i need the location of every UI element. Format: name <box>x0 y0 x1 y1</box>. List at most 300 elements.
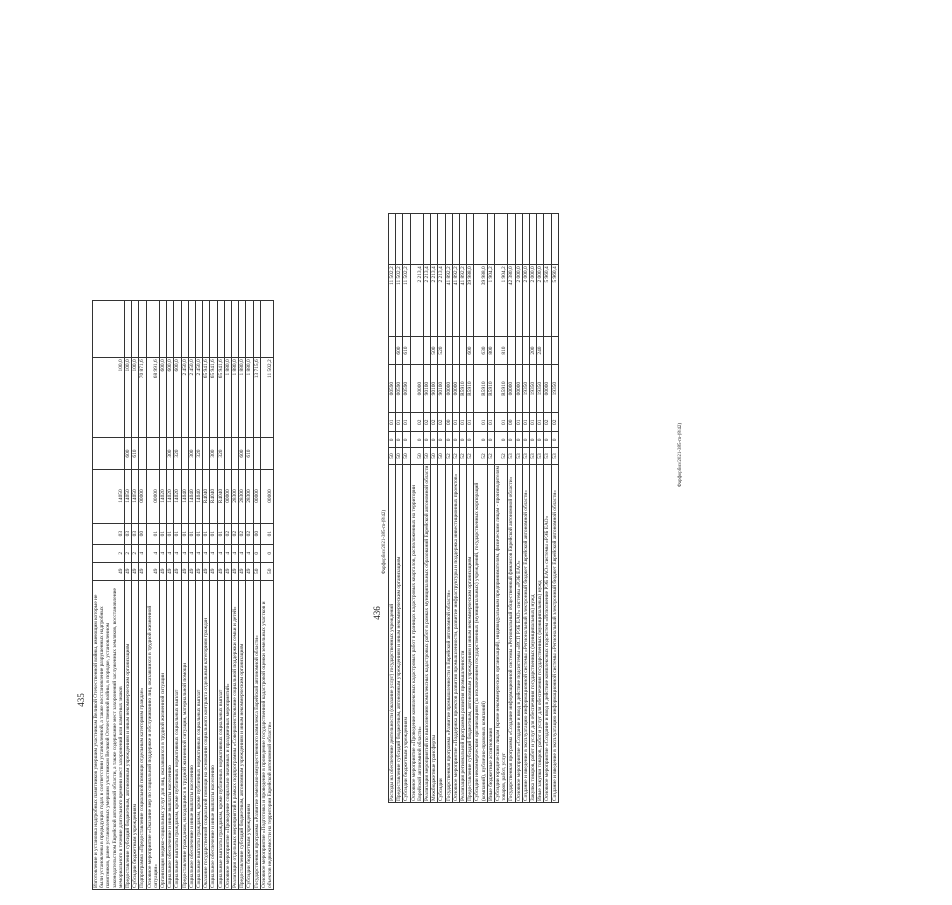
table-row <box>146 301 159 890</box>
table-row <box>132 301 139 890</box>
row-name: Государственная программа «Создание информационной системы «Региональный общественный финансов Еврейской автономной области» <box>508 464 515 802</box>
program-code: 49 <box>188 562 195 580</box>
activity-code: 03 <box>132 523 139 544</box>
subprogram-code: 0 <box>522 432 529 448</box>
table-row <box>93 301 125 890</box>
program-code: 50 <box>431 448 438 464</box>
budget-table <box>92 300 274 890</box>
empty-cell <box>224 301 231 358</box>
row-name: Субсидии юридическим лицам (кроме некоммерческих организаций), индивидуальным предпринимателям, физическим лицам - производителям товаров, работ, услуг <box>495 465 508 801</box>
expense-type-code <box>445 337 452 365</box>
subprogram-code: 0 <box>467 432 474 448</box>
page-number: 436 <box>372 606 382 620</box>
program-code: 52 <box>495 448 508 464</box>
direction-code: 14020 <box>160 469 167 523</box>
program-code: 52 <box>452 448 459 464</box>
direction-code: 14020 <box>174 469 181 523</box>
row-name: Иные бюджетные ассигнования <box>487 464 494 802</box>
empty-cell <box>424 214 431 265</box>
row-name: Оказание государственной социальной помощи на основании социального контракта отдельным категориям граждан <box>203 580 210 889</box>
direction-code: R5910 <box>487 364 494 412</box>
program-code: 50 <box>438 448 445 464</box>
program-code: 50 <box>389 448 396 464</box>
row-name: Субсидии некоммерческим организациям (за исключением государственных (муниципальных) учреждений, государственных корпораций (компаний), публично-правовых компаний) <box>474 464 487 802</box>
subprogram-code: 0 <box>424 432 431 448</box>
direction-code: R5910 <box>467 364 474 412</box>
row-name: Субсидии бюджетным учреждениям <box>403 464 410 802</box>
empty-cell <box>181 301 188 358</box>
amount: 70 871,6 <box>139 358 146 438</box>
subprogram-code: 0 <box>431 432 438 448</box>
row-name: Реализация отдельных мероприятий в рамках подпрограммы «Совершенствование социальной поддержки семьи и детей» <box>232 580 239 889</box>
table-row <box>474 214 487 803</box>
subprogram-code: 4 <box>203 544 210 562</box>
program-code: 50 <box>424 448 431 464</box>
amount: 100,0 <box>125 358 132 438</box>
program-code: 49 <box>181 562 188 580</box>
direction-code: 19350 <box>551 364 558 412</box>
amount: 39 988,0 <box>467 265 474 337</box>
amount: 2 000,0 <box>537 265 544 337</box>
table-row <box>424 214 431 803</box>
subprogram-code: 0 <box>438 432 445 448</box>
direction-code: R5910 <box>460 364 467 412</box>
empty-cell <box>515 214 522 265</box>
subprogram-code: 0 <box>508 432 515 448</box>
table-row <box>508 214 515 803</box>
amount: 11 502,2 <box>403 265 410 337</box>
empty-cell <box>452 214 459 265</box>
program-code: 49 <box>93 562 125 580</box>
table-row <box>196 301 203 890</box>
subprogram-code: 0 <box>474 432 487 448</box>
row-name: Социальное обеспечение и иные выплаты населению <box>167 580 174 889</box>
subprogram-code: 4 <box>146 544 159 562</box>
amount: 600,0 <box>160 358 167 438</box>
subprogram-code: 4 <box>217 544 224 562</box>
direction-code: 14040 <box>188 469 195 523</box>
row-name: Субсидии бюджетным учреждениям <box>132 580 139 889</box>
row-name: Реализация мероприятий по выполнению комплексных кадастровых работ в рамках муниципальных образований Еврейской автономной области <box>424 465 431 801</box>
amount: 5 960,4 <box>544 265 551 337</box>
table-row <box>174 301 181 890</box>
program-code: 53 <box>537 448 544 464</box>
table-row <box>438 214 445 803</box>
program-code: 50 <box>403 448 410 464</box>
program-code: 49 <box>167 562 174 580</box>
expense-type-code: 320 <box>217 438 224 469</box>
row-name: Предоставление субсидий бюджетным, автономным учреждениям и иным некоммерческим организациям <box>467 464 474 802</box>
subprogram-code: 0 <box>403 432 410 448</box>
activity-code: 01 <box>530 413 537 432</box>
document-footer: Фарфорбиз/2021-385-m-(8/42) <box>678 423 683 488</box>
amount: 41 892,2 <box>460 265 467 337</box>
activity-code: 01 <box>210 523 217 544</box>
direction-code: 00590 <box>403 364 410 412</box>
activity-code: 01 <box>460 413 467 432</box>
direction-code: 00000 <box>508 364 515 412</box>
subprogram-code: 2 <box>93 544 125 562</box>
amount: 1 904,2 <box>495 265 508 337</box>
subprogram-code: 0 <box>389 432 396 448</box>
table-row <box>467 214 474 803</box>
activity-code: 01 <box>474 413 487 432</box>
empty-cell <box>487 214 494 265</box>
amount: 1 880,0 <box>232 358 239 438</box>
expense-type-code <box>508 337 515 365</box>
subprogram-code: 4 <box>210 544 217 562</box>
table-row <box>260 301 273 890</box>
expense-type-code <box>139 438 146 469</box>
program-code: 50 <box>260 562 273 580</box>
expense-type-code <box>146 438 159 469</box>
empty-cell <box>551 214 558 265</box>
activity-code: 01 <box>515 413 522 432</box>
table-row <box>167 301 174 890</box>
program-code: 52 <box>460 448 467 464</box>
expense-type-code <box>93 438 125 469</box>
expense-type-code: 300 <box>167 438 174 469</box>
expense-type-code <box>522 337 529 365</box>
direction-code: R4040 <box>203 469 210 523</box>
row-name: Реализация региональной программы развития промышленности <box>460 464 467 802</box>
row-name: Субсидии <box>438 464 445 802</box>
direction-code: 00000 <box>544 364 551 412</box>
amount: 2 000,0 <box>530 265 537 337</box>
expense-type-code <box>253 438 260 469</box>
activity-code: 01 <box>452 413 459 432</box>
row-name: Организация медико-социальных услуг для лиц, оказавшихся в трудной жизненной ситуации <box>160 580 167 889</box>
amount: 2 450,0 <box>181 358 188 438</box>
direction-code: 14050 <box>132 469 139 523</box>
direction-code: 00000 <box>452 364 459 412</box>
program-code: 50 <box>253 562 260 580</box>
subprogram-code: 0 <box>544 432 551 448</box>
expense-type-code <box>452 337 459 365</box>
amount: 2 000,0 <box>515 265 522 337</box>
direction-code: 90100 <box>424 364 431 412</box>
row-name: Подпрограмма «Предоставление социальной помощи отдельным категориям граждан» <box>139 580 146 889</box>
table-row <box>410 214 423 803</box>
table-row <box>181 301 188 890</box>
amount: 600,0 <box>174 358 181 438</box>
empty-cell <box>389 214 396 265</box>
activity-code: 00 <box>445 413 452 432</box>
empty-cell <box>188 301 195 358</box>
row-name: Изготовление и установка надгробных памятников умершим участникам Великой Отечественной войны, имеющим которые не были установлены в предыдущих годах в соответствии установленной, а также восстановление разрушенных надгробных памятников, ранее установленных умершим участникам Великой Отечественной войны, в порядке, установленном законодательством Еврейской автономной области, а также содержание мест захоронений заслуженных земляков, восстановление мемориального в течение длительного времени мест захоронений или памятных знаков <box>93 580 125 889</box>
program-code: 53 <box>515 448 522 464</box>
activity-code: 00 <box>508 413 515 432</box>
direction-code: 14050 <box>125 469 132 523</box>
table-row <box>530 214 537 803</box>
subprogram-code: 4 <box>188 544 195 562</box>
row-name: Социальное обеспечение и иные выплаты населению <box>210 580 217 889</box>
activity-code: 01 <box>217 523 224 544</box>
amount: 42 380,0 <box>508 265 515 337</box>
activity-code: 02 <box>224 523 231 544</box>
amount: 2 213,4 <box>424 265 431 337</box>
row-name: Социальные выплаты гражданам, кроме публичных нормативных социальных выплат <box>217 580 224 889</box>
subprogram-code: 2 <box>132 544 139 562</box>
activity-code: 01 <box>181 523 188 544</box>
empty-cell <box>537 214 544 265</box>
empty-cell <box>495 214 508 265</box>
expense-type-code <box>460 337 467 365</box>
subprogram-code: 0 <box>537 432 544 448</box>
empty-cell <box>132 301 139 358</box>
row-name: Создание и введение в эксплуатацию информационной системы «Региональный электронный бюджет Еврейской автономной области» <box>551 464 558 802</box>
expense-type-code <box>224 438 231 469</box>
table-row <box>544 214 551 803</box>
row-name: Иные закупки товаров, работ и услуг для обеспечения государственных (муниципальных) нужд <box>537 464 544 802</box>
document-footer: Фарфорбиз/2021-385-m-(8/42) <box>382 510 387 575</box>
activity-code: 02 <box>410 413 423 432</box>
expense-type-code: 630 <box>474 337 487 365</box>
direction-code: 14040 <box>196 469 203 523</box>
empty-cell <box>196 301 203 358</box>
row-name: Социальное обеспечение и иные выплаты населению <box>188 580 195 889</box>
program-code: 52 <box>467 448 474 464</box>
subprogram-code: 4 <box>239 544 246 562</box>
subprogram-code: 0 <box>487 432 494 448</box>
empty-cell <box>260 301 273 358</box>
activity-code: 01 <box>495 413 508 432</box>
program-code: 53 <box>508 448 515 464</box>
row-name: Основное мероприятие «Поддержка проектов развития промышленности, развитие инфраструктуры и поддержка инвестиционных проектов» <box>452 464 459 802</box>
subprogram-code: 2 <box>125 544 132 562</box>
program-code: 49 <box>160 562 167 580</box>
row-name: Предоставление субсидий бюджетным, автономным учреждениям и иным некоммерческим организациям <box>396 464 403 802</box>
empty-cell <box>125 301 132 358</box>
amount: 65 941,6 <box>203 358 210 438</box>
expense-type-code: 520 <box>438 337 445 365</box>
expense-type-code: 300 <box>188 438 195 469</box>
table-row <box>232 301 239 890</box>
program-code: 50 <box>396 448 403 464</box>
activity-code: 01 <box>174 523 181 544</box>
empty-cell <box>403 214 410 265</box>
table-row <box>217 301 224 890</box>
expense-type-code: 600 <box>125 438 132 469</box>
row-name: Государственная программа «Развитие земельно-имущественного комплекса Еврейской автономной области» <box>253 580 260 889</box>
amount: 11 502,2 <box>389 265 396 337</box>
subprogram-code: 0 <box>410 432 423 448</box>
direction-code: 00000 <box>445 364 452 412</box>
empty-cell <box>139 301 146 358</box>
activity-code: 02 <box>431 413 438 432</box>
subprogram-code: 4 <box>232 544 239 562</box>
row-name: Предоставление субсидий бюджетным, автономным учреждениям и иным некоммерческим организациям <box>125 580 132 889</box>
empty-cell <box>508 214 515 265</box>
table-row <box>403 214 410 803</box>
subprogram-code: 4 <box>139 544 146 562</box>
row-name: Закупка товаров, работ и услуг для обеспечения государственных (муниципальных) нужд <box>530 464 537 802</box>
expense-type-code <box>410 337 423 365</box>
table-row <box>224 301 231 890</box>
direction-code: 14050 <box>93 469 125 523</box>
direction-code: R5910 <box>474 364 487 412</box>
empty-cell <box>217 301 224 358</box>
program-code: 53 <box>522 448 529 464</box>
expense-type-code <box>424 337 431 365</box>
activity-code: 01 <box>522 413 529 432</box>
direction-code: 00590 <box>389 364 396 412</box>
program-code: 49 <box>196 562 203 580</box>
amount: 600,0 <box>167 358 174 438</box>
direction-code: 00000 <box>410 364 423 412</box>
empty-cell <box>174 301 181 358</box>
direction-code: 00000 <box>224 469 231 523</box>
amount: 41 892,2 <box>452 265 459 337</box>
program-code: 49 <box>125 562 132 580</box>
table-row <box>460 214 467 803</box>
expense-type-code <box>181 438 188 469</box>
page-number: 435 <box>76 693 86 707</box>
empty-cell <box>460 214 467 265</box>
amount: 1 880,0 <box>239 358 246 438</box>
table-row <box>551 214 558 803</box>
row-name: Основное мероприятие «Создание и ввод в действие подсистемы «ИСП РЭБ ЕАО» системы «РЭБ ЕАО» <box>515 464 522 802</box>
expense-type-code: 600 <box>396 337 403 365</box>
empty-cell <box>246 301 253 358</box>
amount: 65 941,6 <box>217 358 224 438</box>
empty-cell <box>167 301 174 358</box>
amount: 100,0 <box>93 358 125 438</box>
program-code: 50 <box>410 448 423 464</box>
program-code: 49 <box>224 562 231 580</box>
program-code: 49 <box>203 562 210 580</box>
activity-code: 03 <box>125 523 132 544</box>
amount: 13 715,6 <box>253 358 260 438</box>
expense-type-code: 600 <box>467 337 474 365</box>
program-code: 49 <box>139 562 146 580</box>
expense-type-code: 610 <box>246 438 253 469</box>
table-row <box>452 214 459 803</box>
row-name: Предоставление субсидий бюджетным, автономным учреждениям и иным некоммерческим организациям <box>239 580 246 889</box>
subprogram-code: 0 <box>396 432 403 448</box>
program-code: 49 <box>232 562 239 580</box>
amount: 65 941,6 <box>210 358 217 438</box>
direction-code: 00000 <box>253 469 260 523</box>
row-name: Основное мероприятие «Проведение социально значимых и праздничных мероприятий» <box>224 580 231 889</box>
empty-cell <box>253 301 260 358</box>
table-row <box>537 214 544 803</box>
subprogram-code: 0 <box>452 432 459 448</box>
empty-cell <box>210 301 217 358</box>
expense-type-code <box>260 438 273 469</box>
expense-type-code: 800 <box>487 337 494 365</box>
program-code: 49 <box>246 562 253 580</box>
activity-code: 02 <box>438 413 445 432</box>
amount: 2 213,4 <box>431 265 438 337</box>
table-row <box>239 301 246 890</box>
row-name: Субсидии бюджетным учреждениям <box>246 580 253 889</box>
program-code: 52 <box>487 448 494 464</box>
expense-type-code: 600 <box>239 438 246 469</box>
activity-code: 02 <box>551 413 558 432</box>
program-code: 53 <box>544 448 551 464</box>
expense-type-code <box>160 438 167 469</box>
program-code: 53 <box>530 448 537 464</box>
direction-code: R4040 <box>210 469 217 523</box>
expense-type-code: 240 <box>537 337 544 365</box>
empty-cell <box>522 214 529 265</box>
amount: 2 213,4 <box>410 265 423 337</box>
subprogram-code: 4 <box>224 544 231 562</box>
program-code: 49 <box>174 562 181 580</box>
activity-code: 01 <box>188 523 195 544</box>
direction-code: 90100 <box>438 364 445 412</box>
row-name: Основное мероприятие «Проведение комплексных кадастровых работ в границах кадастровых кварталов, расположенных на территории Еврейской автономной области» <box>410 464 423 802</box>
expense-type-code <box>544 337 551 365</box>
expense-type-code <box>232 438 239 469</box>
program-code: 49 <box>210 562 217 580</box>
subprogram-code: 0 <box>460 432 467 448</box>
activity-code: 01 <box>167 523 174 544</box>
program-code: 49 <box>146 562 159 580</box>
empty-cell <box>530 214 537 265</box>
row-name: Социальные выплаты гражданам, кроме публичных нормативных социальных выплат <box>174 580 181 889</box>
expense-type-code: 300 <box>210 438 217 469</box>
amount: 5 960,4 <box>551 265 558 337</box>
empty-cell <box>160 301 167 358</box>
budget-table <box>388 213 559 803</box>
table-row <box>139 301 146 890</box>
direction-code: 28300 <box>239 469 246 523</box>
expense-type-code: 320 <box>196 438 203 469</box>
table-row <box>160 301 167 890</box>
subprogram-code: 4 <box>160 544 167 562</box>
activity-code: 02 <box>424 413 431 432</box>
program-code: 52 <box>474 448 487 464</box>
amount: 68 991,6 <box>146 358 159 438</box>
subprogram-code: 4 <box>196 544 203 562</box>
activity-code: 00 <box>139 523 146 544</box>
table-row <box>253 301 260 890</box>
row-name: Предоставление гражданам, находящимся в трудной жизненной ситуации, материальной помощи <box>181 580 188 889</box>
expense-type-code: 610 <box>403 337 410 365</box>
empty-cell <box>203 301 210 358</box>
empty-cell <box>467 214 474 265</box>
direction-code: 00000 <box>260 469 273 523</box>
empty-cell <box>93 301 125 358</box>
activity-code: 01 <box>196 523 203 544</box>
subprogram-code: 0 <box>445 432 452 448</box>
activity-code: 02 <box>544 413 551 432</box>
expense-type-code: 610 <box>132 438 139 469</box>
subprogram-code: 0 <box>515 432 522 448</box>
subprogram-code: 0 <box>253 544 260 562</box>
program-code: 53 <box>551 448 558 464</box>
table-row <box>431 214 438 803</box>
direction-code: 00590 <box>396 364 403 412</box>
activity-code: 00 <box>253 523 260 544</box>
empty-cell <box>146 301 159 358</box>
table-row <box>188 301 195 890</box>
direction-code: 00000 <box>146 469 159 523</box>
expense-type-code <box>203 438 210 469</box>
amount: 2 450,0 <box>188 358 195 438</box>
empty-cell <box>410 214 423 265</box>
direction-code: R4040 <box>217 469 224 523</box>
empty-cell <box>431 214 438 265</box>
table-row <box>210 301 217 890</box>
amount: 2 000,0 <box>522 265 529 337</box>
direction-code: 14020 <box>167 469 174 523</box>
activity-code: 01 <box>203 523 210 544</box>
expense-type-code <box>515 337 522 365</box>
empty-cell <box>396 214 403 265</box>
